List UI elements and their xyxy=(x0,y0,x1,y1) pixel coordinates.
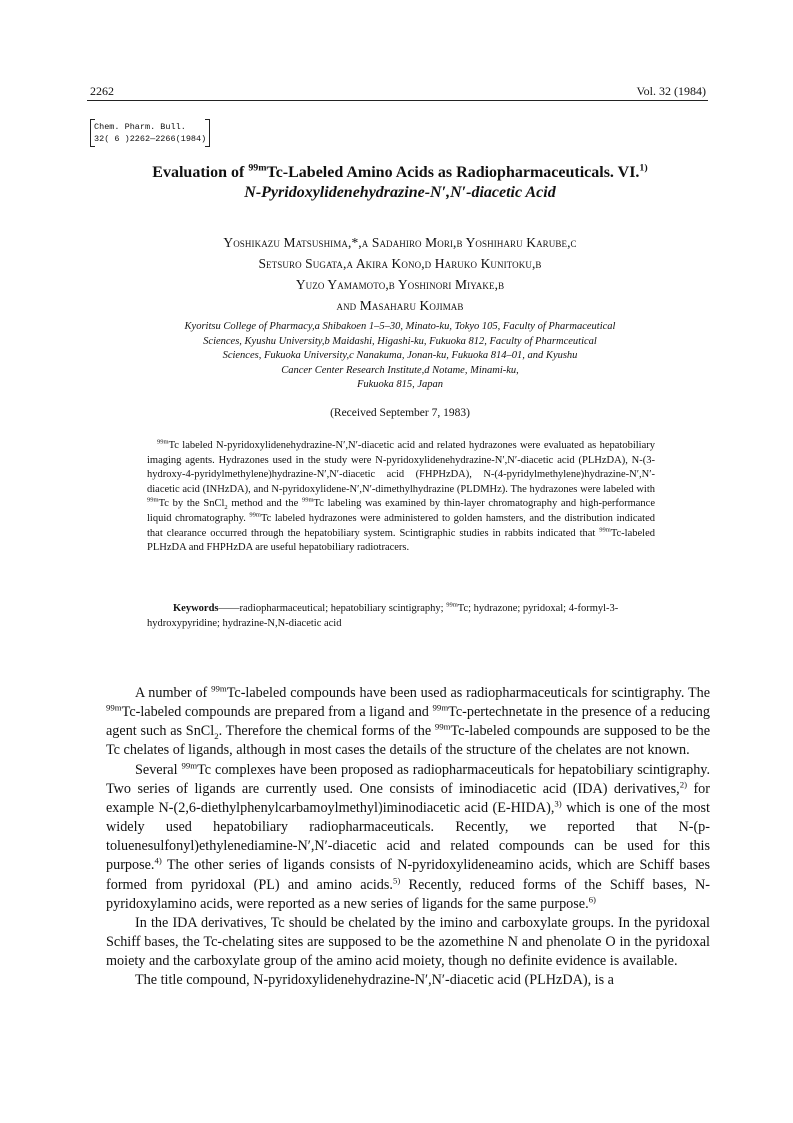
paragraph-text: . Therefore the chemical forms of the xyxy=(218,723,435,740)
paragraph-text: for example N-(2,6-diethylphenylcarbamoylmethyl)iminodiacetic acid (E-HIDA), xyxy=(106,780,711,816)
affiliation-line: Cancer Center Research Institute,d Notame, Minami-ku, xyxy=(281,364,519,376)
isotope-superscript: 99m xyxy=(211,683,227,694)
isotope-superscript: 99m xyxy=(432,702,449,713)
abstract-text: Tc by the SnCl xyxy=(158,498,225,510)
paragraph: The title compound, N-pyridoxylidenehydrazine-N′,N′-diacetic acid (PLHzDA), is a xyxy=(135,972,614,989)
affiliation-line: Kyoritsu College of Pharmacy,a Shibakoen 1–5–30, Minato-ku, Tokyo 105, Faculty of Pharmaceutical xyxy=(184,321,616,332)
subscript: 2 xyxy=(214,731,219,742)
citation-journal: Chem. Pharm. Bull. xyxy=(94,122,186,132)
paragraph-text: which is one of the most widely used hepatobiliary radiopharmaceuticals. Recently, we reported that N-(p-toluenesulfonyl)ethylenediamine-N′,N′-diacetic acid and related compounds can be used for this purpose. xyxy=(106,799,710,874)
paragraph-text: Tc complexes have been proposed as radiopharmaceuticals for hepatobiliary scintigraphy. Two series of ligands are currently used. One consists of iminodiacetic acid (IDA) derivatives, xyxy=(106,761,711,797)
subscript: 2 xyxy=(224,504,228,512)
article-title xyxy=(80,163,720,203)
title-text: Tc-Labeled Amino Acids as Radiopharmaceuticals. VI. xyxy=(266,164,640,181)
isotope-superscript: 99m xyxy=(147,496,159,504)
paragraph-text: The other series of ligands consists of N-pyridoxylideneamino acids, which are Schiff bases formed from pyridoxal (PL) and amino acids. xyxy=(106,857,710,893)
reference-superscript: 6) xyxy=(588,893,596,904)
isotope-superscript: 99m xyxy=(599,526,611,534)
title-line-2: N-Pyridoxylidenehydrazine-N′,N′-diacetic Acid xyxy=(244,184,556,201)
affiliations xyxy=(130,320,670,393)
isotope-superscript: 99m xyxy=(434,721,451,732)
paragraph-text: Tc-pertechnetate in the presence of a reducing agent such as SnCl xyxy=(106,704,710,740)
paragraph-text: Recently, reduced forms of the Schiff bases, N-pyridoxylamino acids, were reported as a new series of ligands for the same purpose. xyxy=(106,876,710,912)
affiliation-line: Fukuoka 815, Japan xyxy=(356,379,444,391)
citation-box xyxy=(90,119,210,147)
author-line: Yuzo Yamamoto,b Yoshinori Miyake,b xyxy=(295,277,505,292)
paragraph: In the IDA derivatives, Tc should be chelated by the imino and carboxylate groups. In the pyridoxal Schiff bases, the Tc-chelating sites are supposed to be the azomethine N and phenolate O in the pyridoxal moiety and the carboxylate group of the amino acid moiety, though no definite evidence is available. xyxy=(106,914,710,970)
keywords-dash: —— xyxy=(218,603,240,614)
abstract-text: Tc-labeled PLHzDA and FHPHzDA are useful hepatobiliary radiotracers. xyxy=(147,527,655,554)
reference-superscript: 3) xyxy=(554,798,562,809)
paragraph-text: Tc-labeled compounds have been used as radiopharmaceuticals for scintigraphy. The xyxy=(226,685,711,701)
title-text: Evaluation of xyxy=(152,164,249,181)
reference-superscript: 2) xyxy=(679,779,688,790)
citation-reference: 32( 6 )2262—2266(1984) xyxy=(94,134,207,144)
received-date: (Received September 7, 1983) xyxy=(330,407,470,419)
author-line: Yoshikazu Matsushima,*,a Sadahiro Mori,b Yoshiharu Karube,c xyxy=(223,235,577,250)
page-number: 2262 xyxy=(90,84,114,98)
journal-volume: Vol. 32 (1984) xyxy=(636,84,706,98)
body-text xyxy=(106,684,710,991)
keywords xyxy=(147,601,655,631)
keywords-text: Tc; hydrazone; pyridoxal; 4-formyl-3-hydroxypyridine; hydrazine-N,N-diacetic acid xyxy=(147,603,619,629)
paragraph-text: A number of xyxy=(135,685,212,701)
keywords-text: radiopharmaceutical; hepatobiliary scintigraphy; xyxy=(239,603,447,614)
abstract-text: Tc labeled N-pyridoxylidenehydrazine-N′,N′-diacetic acid and related hydrazones were evaluated as hepatobiliary imaging agents. Hydrazones used in the study were N-pyridoxylidenehydrazine-N′,N′-diacetic acid (PLHzDA), N-(3-hydroxy-4-pyridylmethylene)hydrazine-N′,N′-diacetic acid (FHPHzDA), N-(4-pyridylmethylene)hydrazine-N′,N′-diacetic acid (INHzDA), and N-pyridoxylidene-N′,N′-dimethylhydrazine (PLDMHz). The hydrazones were labeled with xyxy=(147,440,655,495)
isotope-superscript: 99m xyxy=(249,511,261,519)
isotope-superscript: 99m xyxy=(446,601,458,609)
affiliation-line: Sciences, Fukuoka University,c Nanakuma, Jonan-ku, Fukuoka 814–01, and Kyushu xyxy=(222,350,578,362)
author-list xyxy=(80,232,720,316)
abstract-text: Tc labeling was examined by thin-layer chromatography and high-performance liquid chromatography. xyxy=(147,498,655,524)
paragraph xyxy=(106,761,710,914)
isotope-superscript: 99m xyxy=(248,162,267,174)
keywords-label: Keywords xyxy=(173,603,219,614)
affiliation-line: Sciences, Kyushu University,b Maidashi, Higashi-ku, Fukuoka 812, Faculty of Pharmceutical xyxy=(203,335,597,347)
abstract-text: Tc labeled hydrazones were administered to golden hamsters, and the distribution indicated that clearance occurred through the hepatobiliary system. Scintigraphic studies in rabbits indicated that xyxy=(147,512,655,539)
paragraph-text: Tc-labeled compounds are supposed to be the Tc chelates of ligands, although in most cases the details of the structure of the chelates are not known. xyxy=(106,723,710,759)
title-line-1 xyxy=(80,163,720,183)
isotope-superscript: 99m xyxy=(106,702,122,713)
paragraph xyxy=(106,684,710,761)
author-line: and Masaharu Kojimab xyxy=(336,298,464,313)
author-line: Setsuro Sugata,a Akira Kono,d Haruko Kunitoku,b xyxy=(258,256,542,271)
abstract-text: method and the xyxy=(227,498,302,510)
reference-superscript: 4) xyxy=(154,855,162,866)
isotope-superscript: 99m xyxy=(181,759,198,770)
paragraph-text: Tc-labeled compounds are prepared from a ligand and xyxy=(121,704,433,721)
reference-superscript: 1) xyxy=(639,162,648,174)
paragraph-text: Several xyxy=(135,761,182,778)
reference-superscript: 5) xyxy=(392,874,401,885)
isotope-superscript: 99m xyxy=(157,438,169,446)
header-rule xyxy=(87,100,708,101)
abstract xyxy=(147,439,655,556)
isotope-superscript: 99m xyxy=(301,496,314,504)
